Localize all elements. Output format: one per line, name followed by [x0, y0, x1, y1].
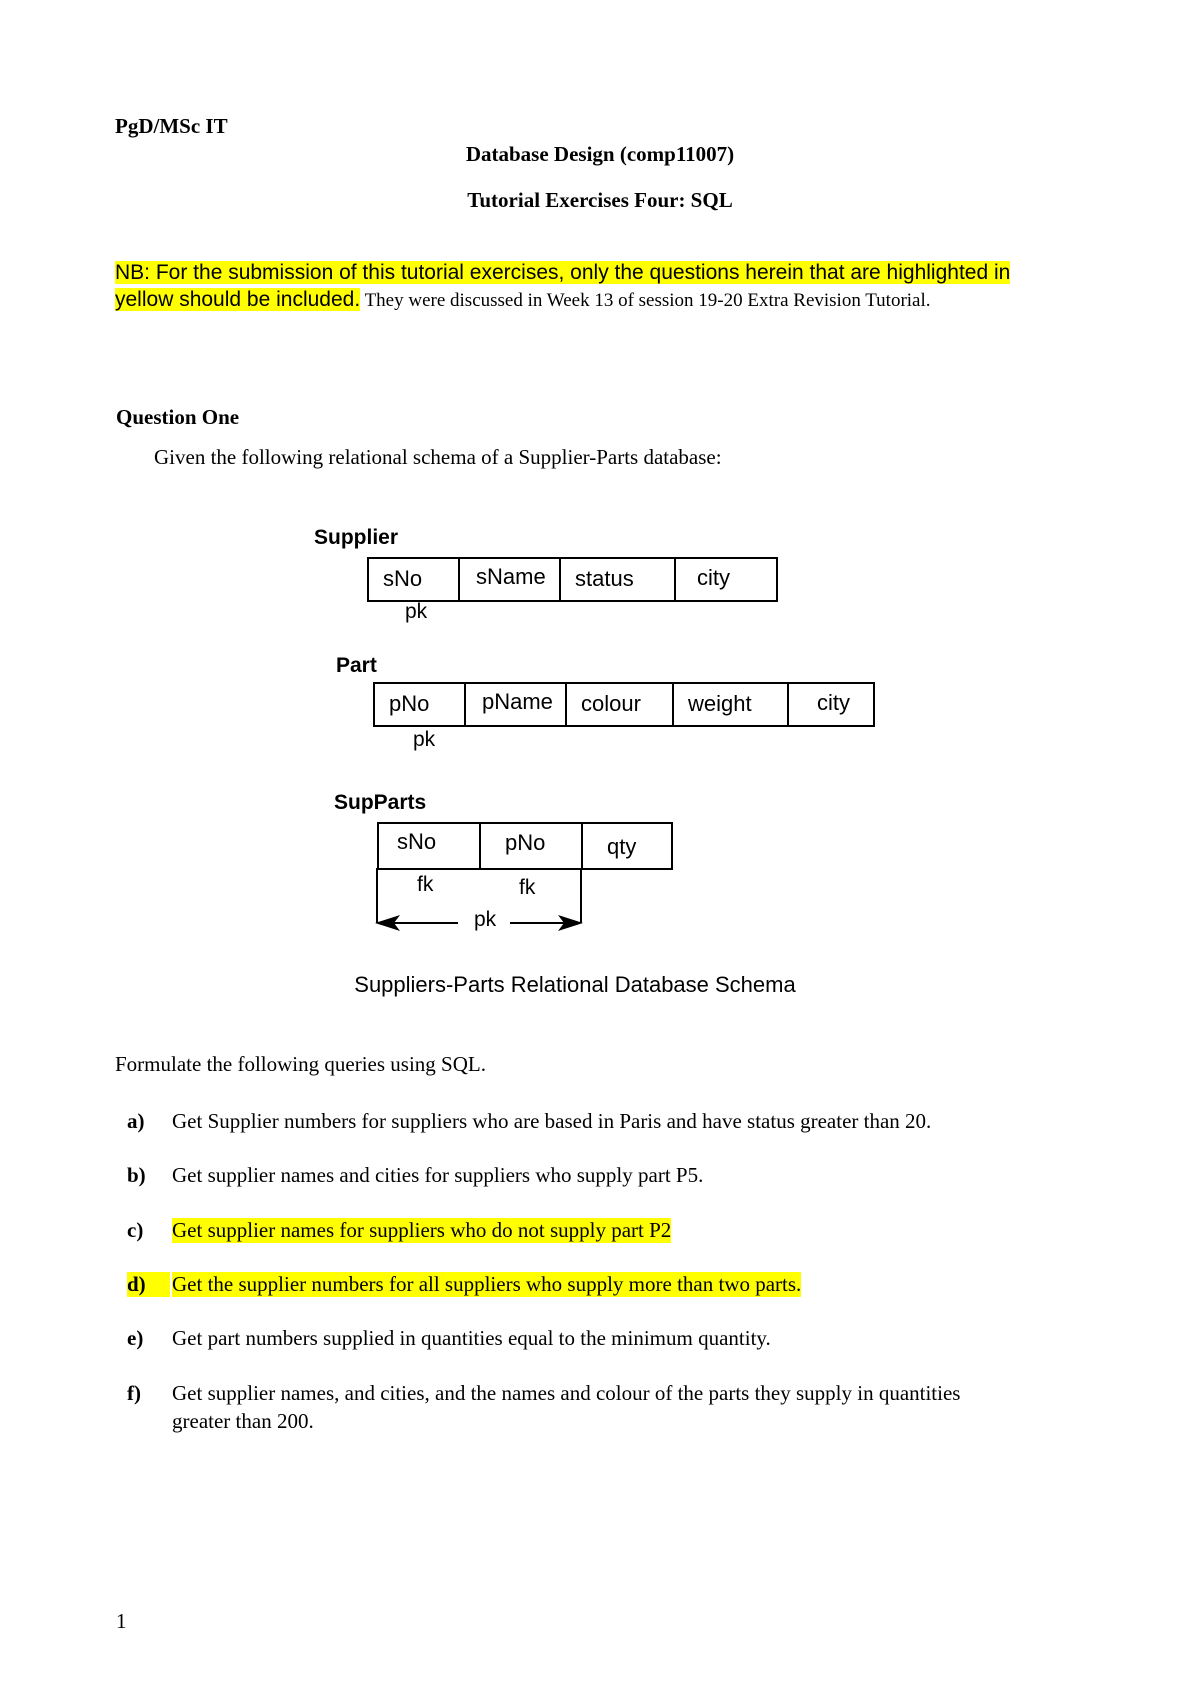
note-highlight-2: yellow should be included.: [115, 288, 361, 311]
queries-intro: Formulate the following queries using SQL.: [115, 1052, 486, 1076]
query-text-highlighted: Get supplier names for suppliers who do not supply part P2: [172, 1218, 672, 1242]
question-heading: Question One: [116, 405, 240, 429]
query-label: b): [127, 1163, 146, 1187]
composite-key-bracket: [370, 866, 590, 936]
part-col-colour: colour: [565, 682, 674, 727]
query-text-continued: greater than 200.: [172, 1409, 314, 1433]
supparts-fk1-label: fk: [417, 873, 434, 896]
part-table-name: Part: [336, 654, 377, 677]
part-col-city: city: [787, 682, 875, 727]
exercise-title: Tutorial Exercises Four: SQL: [467, 188, 733, 212]
supparts-table-name: SupParts: [334, 791, 427, 814]
query-label: d): [127, 1272, 170, 1297]
supplier-col-status: status: [559, 557, 676, 602]
submission-note-line1: [115, 261, 1010, 285]
part-col-weight: weight: [672, 682, 789, 727]
note-highlight-1: NB: For the submission of this tutorial exercises, only the questions herein that are highlighted in: [115, 261, 1011, 284]
supplier-pk-label: pk: [405, 600, 428, 623]
program-label: PgD/MSc IT: [115, 114, 228, 138]
query-text-highlighted: Get the supplier numbers for all suppliers who supply more than two parts.: [172, 1272, 802, 1296]
supplier-col-city: city: [674, 557, 778, 602]
query-label: e): [127, 1326, 144, 1350]
note-tail: They were discussed in Week 13 of session 19-20 Extra Revision Tutorial.: [360, 290, 931, 311]
supplier-table-name: Supplier: [314, 526, 399, 549]
supparts-pk-label: pk: [474, 908, 497, 931]
supplier-col-sno: sNo: [367, 557, 460, 602]
supparts-fk2-label: fk: [519, 876, 536, 899]
query-text: Get Supplier numbers for suppliers who are based in Paris and have status greater than 20.: [172, 1109, 932, 1133]
supparts-col-sno: sNo: [377, 822, 481, 870]
query-label: c): [127, 1218, 144, 1242]
submission-note-line2: [115, 288, 931, 312]
question-intro: Given the following relational schema of a Supplier-Parts database:: [154, 445, 722, 469]
supparts-col-qty: qty: [581, 822, 673, 870]
query-label: a): [127, 1109, 145, 1133]
query-text: Get part numbers supplied in quantities equal to the minimum quantity.: [172, 1326, 771, 1350]
part-col-pno: pNo: [373, 682, 466, 727]
supparts-col-pno: pNo: [479, 822, 583, 870]
query-label: f): [127, 1381, 141, 1405]
part-pk-label: pk: [413, 728, 436, 751]
page-number: 1: [116, 1609, 127, 1633]
query-text: Get supplier names and cities for suppliers who supply part P5.: [172, 1163, 704, 1187]
course-title: Database Design (comp11007): [465, 142, 735, 166]
part-col-pname: pName: [464, 682, 567, 727]
query-text: Get supplier names, and cities, and the names and colour of the parts they supply in quantities: [172, 1381, 961, 1405]
supplier-col-sname: sName: [458, 557, 561, 602]
schema-caption: Suppliers-Parts Relational Database Schema: [354, 972, 796, 997]
